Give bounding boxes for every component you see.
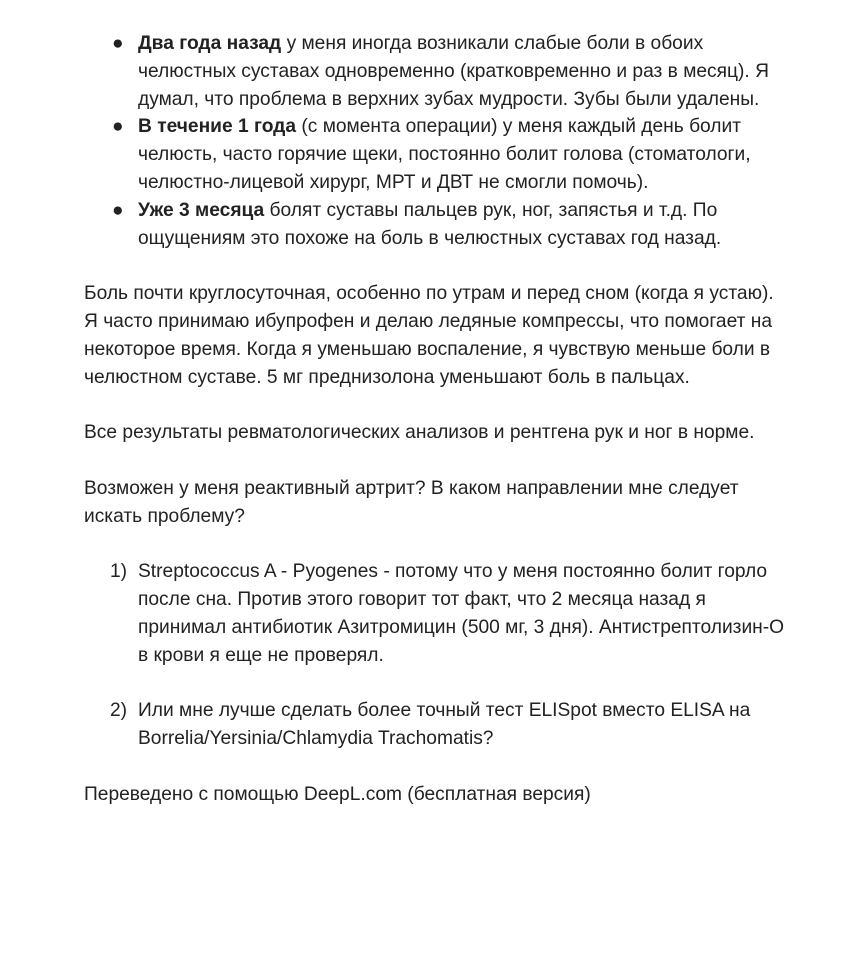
bullet-item-bold: Два года назад bbox=[138, 33, 282, 54]
bullet-item-bold: В течение 1 года bbox=[138, 116, 297, 138]
paragraph-pain-description: Боль почти круглосуточная, особенно по утрам и перед сном (когда я устаю). Я часто принимаю ибупрофен и делаю ледяные компрессы, что помогает на некоторое время. Когда я уменьшаю воспаление, я чувствую меньше боли в челюстном суставе. 5 мг преднизолона уменьшают боль в пальцах. bbox=[84, 283, 774, 388]
numbered-item-marker: 2) bbox=[110, 700, 128, 722]
bullet-item-text: (с момента операции) у меня каждый день болит челюсть, часто горячие щеки, постоянно болит голова (стоматологи, челюстно-лицевой хирург, МРТ и ДВТ не смогли помочь). bbox=[138, 116, 751, 193]
bullet-item-bold: Уже 3 месяца bbox=[138, 199, 265, 221]
numbered-item bbox=[84, 697, 788, 753]
paragraph-test-results: Все результаты ревматологических анализов и рентгена рук и ног в норме. bbox=[84, 422, 755, 444]
numbered-item-text: Streptococcus A - Pyogenes - потому что у меня постоянно болит горло после сна. Против этого говорит тот факт, что 2 месяца назад я принимал антибиотик Азитромицин (500 мг, 3 дня). Антистрептолизин-О в крови я еще не проверял. bbox=[138, 561, 785, 666]
numbered-item bbox=[84, 558, 788, 669]
numbered-list bbox=[84, 558, 784, 753]
bullet-icon: ● bbox=[112, 33, 124, 54]
bullet-icon: ● bbox=[112, 199, 124, 221]
bullet-icon: ● bbox=[112, 116, 124, 138]
bullet-item-text: болят суставы пальцев рук, ног, запястья и т.д. По ощущениям это похоже на боль в челюстных суставах год назад. bbox=[138, 199, 722, 249]
numbered-item-marker: 1) bbox=[110, 561, 128, 583]
bullet-item bbox=[84, 113, 784, 196]
bullet-list bbox=[84, 30, 784, 252]
paragraph-question: Возможен у меня реактивный артрит? В каком направлении мне следует искать проблему? bbox=[84, 477, 739, 527]
numbered-item-text: Или мне лучше сделать более точный тест ELISpot вместо ELISA на Borrelia/Yersinia/Chlamydia Trachomatis? bbox=[138, 700, 751, 749]
bullet-item bbox=[84, 30, 784, 113]
bullet-item bbox=[84, 197, 784, 253]
translation-footer: Переведено с помощью DeepL.com (бесплатная версия) bbox=[84, 783, 591, 805]
bullet-item-text: у меня иногда возникали слабые боли в обоих челюстных суставах одновременно (кратковременно и раз в месяц). Я думал, что проблема в верхних зубах мудрости. Зубы были удалены. bbox=[138, 33, 769, 110]
